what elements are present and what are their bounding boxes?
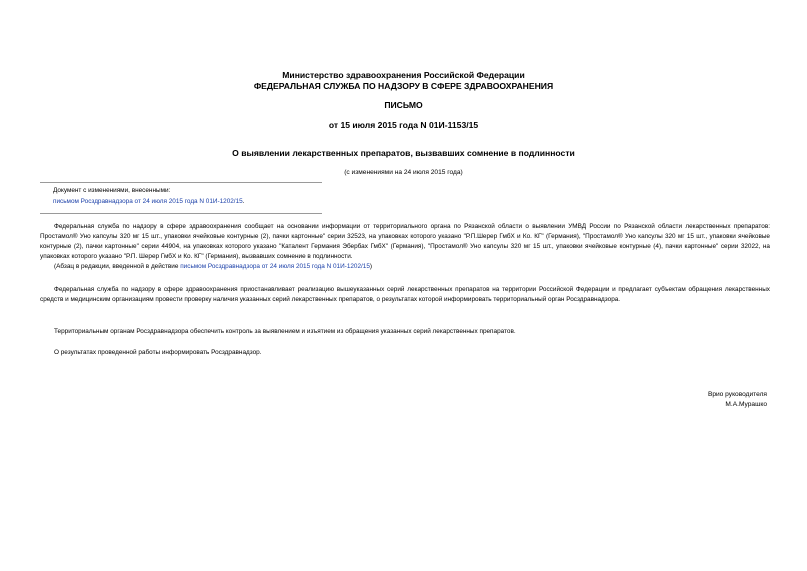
paragraph-3: Территориальным органам Росздравнадзора обеспечить контроль за выявлением и изъятием из обращения указанных серий лекарственных препаратов. — [54, 328, 516, 335]
service-heading: ФЕДЕРАЛЬНАЯ СЛУЖБА ПО НАДЗОРУ В СФЕРЕ ЗДРАВООХРАНЕНИЯ — [253, 81, 554, 91]
changes-box-bottom-rule — [40, 213, 322, 214]
signature-position: Врио руководителя — [707, 391, 767, 398]
doc-type-heading: ПИСЬМО — [384, 100, 423, 110]
signature-name: М.А.Мурашко — [725, 401, 767, 408]
paragraph-1 — [40, 222, 770, 272]
amendment-link[interactable]: письмом Росздравнадзора от 24 июля 2015 года N 01И-1202/15 — [53, 198, 243, 205]
paragraph-4: О результатах проведенной работы информировать Росздравнадзор. — [54, 349, 262, 356]
paragraph-1-text: Федеральная служба по надзору в сфере здравоохранения сообщает на основании информации от территориального органа по Рязанской области о выявлении УМВД России по Рязанской области лекарственных препаратов: Простамол® Уно капсулы 320 мг 15 шт., упаковки ячейковые контурные (2), пачки картонные" серии 32523, на упаковках которого указано "Р.П.Шерер ГмбХ и Ко. КГ" (Германия), "Простамол® Уно капсулы 320 мг 15 шт., упаковки ячейковые контурные (2), пачки картонные" серии 44904, на упаковках которого указано "Каталент Германия Эбербах ГмбХ" (Германия), "Простамол® Уно капсулы 320 мг 15 шт., упаковки ячейковые контурные (4), пачки картонные" серии 32022, на упаковках которого указано "Р.П. Шерер ГмбХ и Ко. КГ" (Германия), вызвавших сомнение в подлинности. — [40, 223, 770, 260]
document-title: О выявлении лекарственных препаратов, вызвавших сомнение в подлинности — [232, 148, 575, 158]
changes-box-top-rule — [40, 182, 322, 183]
changes-box-line — [53, 197, 353, 207]
ministry-heading: Министерство здравоохранения Российской Федерации — [282, 70, 525, 80]
date-number-heading: от 15 июля 2015 года N 01И-1153/15 — [328, 120, 479, 130]
paragraph-1-note-link[interactable]: письмом Росздравнадзора от 24 июля 2015 года N 01И-1202/15 — [180, 263, 370, 270]
changes-box-label: Документ с изменениями, внесенными: — [53, 187, 171, 194]
amendment-link-suffix: . — [242, 198, 245, 205]
paragraph-2: Федеральная служба по надзору в сфере здравоохранения приостанавливает реализацию вышеуказанных серий лекарственных препаратов на территории Российской Федерации и предлагает субъектам обращения лекарственных средств и медицинским организациям провести проверку наличия указанных серий лекарственных препаратов, о результатах которой информировать территориальный орган Росздравнадзора. — [40, 286, 770, 303]
paragraph-1-note-suffix: ) — [369, 263, 373, 270]
revision-note: (с изменениями на 24 июля 2015 года) — [344, 169, 463, 176]
paragraph-1-note-prefix: (Абзац в редакции, введенной в действие — [54, 263, 181, 270]
